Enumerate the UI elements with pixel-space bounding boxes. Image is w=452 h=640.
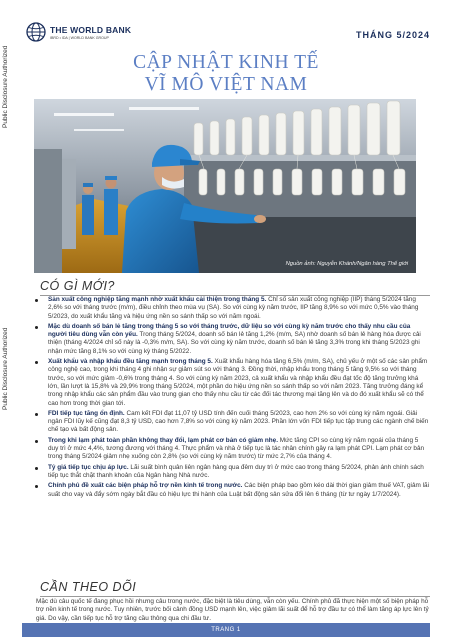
report-title xyxy=(60,52,392,96)
photo-credit: Nguồn ảnh: Nguyễn Khánh/Ngân hàng Thế giới xyxy=(285,261,408,267)
bullet-body: Xuất khẩu hàng hóa tăng 6,5% (m/m, SA), chủ yếu ở một số các sản phẩm công nghệ cao, trong khi tháng 4 ghi nhận sự giảm sút so với tháng 3. Đồng thời, nhập khẩu trong tháng 5 tăng 9,5% so với tháng trước, so với mức giảm -0,6% trong tháng 4. So với cùng kỳ năm 2023, cả xuất khẩu và nhập khẩu đều đạt tốc độ tăng trưởng khá lớn, lần lượt là 15,8% và 29,9% trong tháng 5/2024, một phần do hiệu ứng nền so sánh thấp so với năm 2023. Tăng trưởng đáng kể trong nhập khẩu các sản phẩm đầu vào trung gian cho thấy nhu cầu từ các đối tác thương mại tăng lên và do đó xuất khẩu sẽ có thể cao hơn trong thời gian tới. xyxy=(48,358,428,407)
highlights-list xyxy=(30,296,430,501)
bullet-lead: FDI tiếp tục tăng ổn định. xyxy=(48,409,125,417)
globe-icon xyxy=(26,22,46,42)
title-line-2: VĨ MÔ VIỆT NAM xyxy=(144,74,308,95)
bullet-lead: Sản xuất công nghiệp tăng mạnh nhờ xuất khẩu cải thiện trong tháng 5. xyxy=(48,296,267,303)
org-subtitle: IBRD • IDA | WORLD BANK GROUP xyxy=(50,35,109,40)
list-item xyxy=(30,296,430,321)
list-item xyxy=(30,482,430,499)
list-item xyxy=(30,437,430,462)
list-item xyxy=(30,358,430,408)
bullet-lead: Trong khi lạm phát toàn phần không thay đổi, lạm phát cơ bản có giảm nhẹ. xyxy=(48,436,279,444)
bullet-lead: Chính phủ đề xuất các biện pháp hỗ trợ nền kinh tế trong nước. xyxy=(48,482,243,490)
section-heading-whats-new: CÓ GÌ MỚI? xyxy=(40,279,115,293)
bullet-body: Trong tháng 5/2024, doanh số bán lẻ tăng 1,2% (m/m, SA) nhờ doanh số bán lẻ hàng hóa được cải thiện (tháng 4/2024 chỉ số này là -0,3% m/m, SA). So với cùng kỳ năm trước, doanh số bán lẻ tăng 3,3% trong khi tháng 5/2023 ghi nhận mức tăng 8,1% so với cùng kỳ tháng 5/2022. xyxy=(48,331,421,355)
watch-paragraph: Mặc dù câu quốc tế đang phục hồi nhưng câu trong nước, đặc biệt là tiêu dùng, vẫn còn yếu. Chính phủ đã thực hiện một số biện pháp hỗ trợ nền kinh tế trong nước. Tuy nhiên, trước bối cảnh đồng USD mạnh lên, việc giảm lãi suất để hỗ trợ đầu tư có thể làm tăng áp lực lên tỷ giá. Do vậy, cần tiếp tục hỗ trợ tăng cầu thông qua chi đầu tư. xyxy=(36,598,429,622)
list-item xyxy=(30,323,430,356)
disclosure-label-top: Public Disclosure Authorized xyxy=(2,45,9,128)
list-item xyxy=(30,410,430,435)
bullet-lead: Xuất khẩu và nhập khẩu đều tăng mạnh trong tháng 5. xyxy=(48,358,213,366)
page-number: TRANG 1 xyxy=(211,627,241,633)
header xyxy=(26,22,430,50)
bullet-body: Cam kết FDI đạt 11,07 tỷ USD tính đến cuối tháng 5/2023, cao hơn 2% so với cùng kỳ năm ngoái. Giải ngân FDI lũy kế cũng đạt 8,3 tỷ USD, cao hơn 7,8% so với cùng kỳ năm 2023. Phần lớn vốn FDI tiếp tục tập trung các ngành chế biến chế tạo và bất động sản. xyxy=(48,409,429,434)
page-footer xyxy=(22,623,430,637)
world-bank-logo xyxy=(26,22,131,42)
bullet-body: Các biện pháp bao gồm kéo dài thời gian giảm thuế VAT, giảm lãi suất cho vay và đẩy sớm ngày bắt đầu có hiệu lực thi hành của Luật bất động sản sửa đổi lên 6 tháng (từ tư ngày 1/7/2024). xyxy=(48,482,429,498)
org-name: THE WORLD BANK xyxy=(50,24,132,35)
bullet-lead: Tỷ giá tiếp tục chịu áp lực. xyxy=(48,463,129,471)
section-divider xyxy=(40,596,430,597)
bullet-body: Lãi suất bình quân liên ngân hàng qua đêm duy trì ở mức cao trong tháng 5/2024, phản ánh chính sách tiếp tục thắt chặt thanh khoản của Ngân hàng Nhà nước. xyxy=(48,463,424,479)
disclosure-label-bottom: Public Disclosure Authorized xyxy=(2,327,9,410)
section-heading-to-watch: CẦN THEO DÕI xyxy=(40,580,137,594)
list-item xyxy=(30,464,430,481)
title-line-1: CẬP NHẬT KINH TẾ xyxy=(133,52,319,73)
hero-photo xyxy=(34,99,416,273)
bullet-lead: Mặc dù doanh số bán lẻ tăng trong tháng 5 so với tháng trước, dữ liệu so với cùng kỳ năm trước cho thấy nhu cầu của người tiêu dùng vẫn còn yếu. xyxy=(48,322,411,339)
bullet-body: Chỉ số sản xuất công nghiệp (IIP) tháng 5/2024 tăng 2,6% so với tháng trước (m/m), điều chỉnh theo mùa vụ (SA). So với cùng kỳ năm trước, IIP tăng 8,9% so với mức 0,5% vào tháng 5/2023, do xuất khẩu tăng và hiệu ứng nền so sánh thấp so với năm ngoái. xyxy=(48,296,419,320)
bullet-body: Mức tăng CPI so cùng kỳ năm ngoái của tháng 5 duy trì ở mức 4,4%, tương đương với tháng 4. Thực phẩm và nhà ở tiếp tục là tác nhân chính gây ra lạm phát CPI. Lạm phát cơ bản trong tháng 5/2024 giảm nhẹ xuống còn 2,8% (so với cùng kỳ năm trước) từ mức 2,7% của tháng 4. xyxy=(48,436,425,461)
report-date: THÁNG 5/2024 xyxy=(355,30,430,40)
factory-illustration xyxy=(34,99,416,273)
